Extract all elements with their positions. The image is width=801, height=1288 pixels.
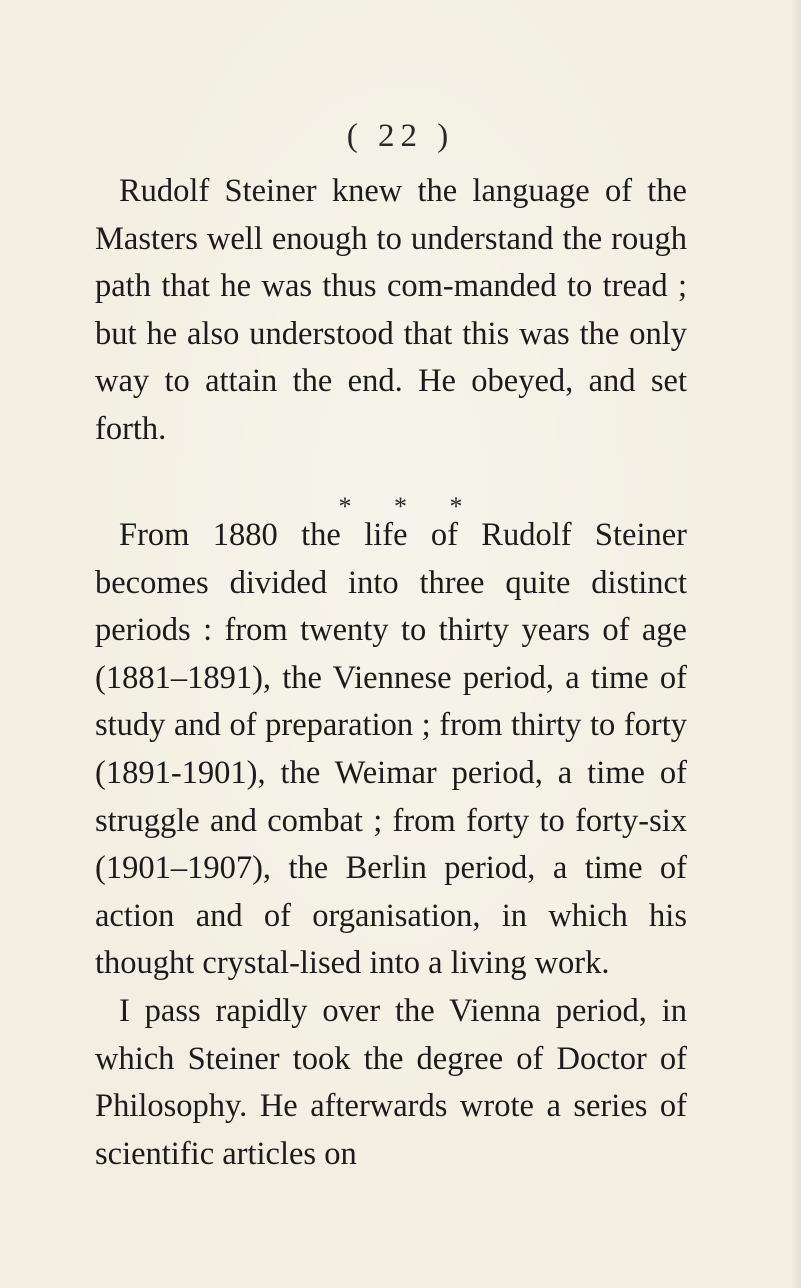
page-edge-shadow [791,0,801,1288]
text-block-bottom [95,512,687,1178]
paragraph-3: I pass rapidly over the Vienna period, in which Steiner took the degree of Doctor of Philosophy. He afterwards wrote a series of scientific articles on [95,992,687,1172]
asterisk-ornament-1: * [338,492,352,521]
page-number: ( 22 ) [346,118,455,154]
asterisk-ornament-3: * [449,492,463,521]
paragraph-2: From 1880 the life of Rudolf Steiner becomes divided into three quite distinct periods : from twenty to thirty years of age (1881–1891), the Viennese period, a time of study and of preparation ; from thirty to forty (1891-1901), the Weimar period, a time of struggle and combat ; from forty to forty-six (1901–1907), the Berlin period, a time of action and of organisation, in which his thought crystal-lised into a living work. [95,517,687,982]
text-block-top [95,168,687,454]
asterisk-ornament-2: * [394,492,407,521]
paragraph-1: Rudolf Steiner knew the language of the Masters well enough to understand the rough path that he was thus com-manded to tread ; but he also understood that this was the only way to attain the end. He obeyed, and set forth. [95,173,687,447]
